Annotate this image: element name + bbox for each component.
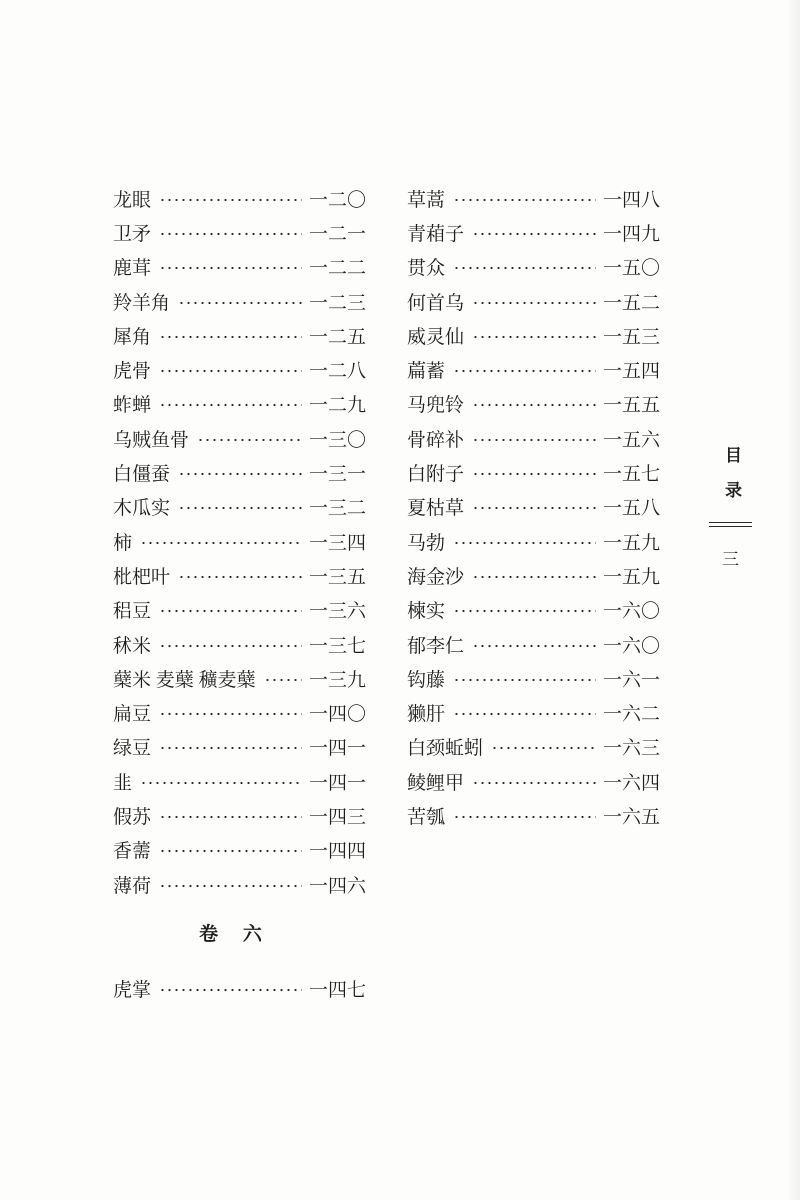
toc-entry	[407, 558, 660, 592]
toc-entry-title: 夏枯草	[407, 498, 465, 520]
dot-leader	[159, 232, 302, 236]
dot-leader	[159, 198, 302, 202]
toc-entry-page: 一三七	[308, 635, 366, 657]
dot-leader	[453, 712, 596, 716]
toc-entry-page: 一五七	[602, 464, 660, 486]
dot-leader	[453, 541, 596, 545]
toc-entry-page: 一二一	[308, 223, 366, 245]
dot-leader	[472, 472, 596, 476]
toc-entry	[407, 593, 660, 627]
toc-entry	[113, 730, 366, 764]
dot-leader	[491, 746, 596, 750]
toc-entry	[113, 352, 366, 386]
toc-entry-title: 钩藤	[407, 669, 446, 691]
toc-entry	[407, 215, 660, 249]
toc-entry-page: 一四〇	[308, 704, 366, 726]
toc-entry	[407, 661, 660, 695]
dot-leader	[178, 506, 302, 510]
toc-entry-title: 骨碎补	[407, 429, 465, 451]
toc-entry-title: 薄荷	[113, 875, 152, 897]
toc-entry-title: 扁豆	[113, 704, 152, 726]
toc-entry-page: 一五四	[602, 361, 660, 383]
toc-entry-page: 一五〇	[602, 258, 660, 280]
toc-entry	[113, 284, 366, 318]
toc-entry	[113, 490, 366, 524]
toc-entry-title: 韭	[113, 772, 133, 794]
toc-entry-page: 一三四	[308, 532, 366, 554]
toc-entry-title: 威灵仙	[407, 326, 465, 348]
toc-entry-page: 一五八	[602, 498, 660, 520]
dot-leader	[159, 403, 302, 407]
dot-leader	[453, 815, 596, 819]
dot-leader	[159, 335, 302, 339]
toc-entry-title: 蘖米 麦蘖 穬麦蘖	[113, 669, 256, 691]
toc-entry	[407, 284, 660, 318]
toc-entry-title: 虎掌	[113, 979, 152, 1001]
dot-leader	[159, 369, 302, 373]
toc-entry-page: 一五九	[602, 532, 660, 554]
toc-entry-title: 草蒿	[407, 189, 446, 211]
toc-entry-title: 海金沙	[407, 566, 465, 588]
dot-leader	[472, 644, 596, 648]
toc-entry-page: 一二三	[308, 292, 366, 314]
toc-entry-page: 一五五	[602, 395, 660, 417]
toc-entry-title: 白僵蚕	[113, 464, 171, 486]
toc-entry-title: 犀角	[113, 326, 152, 348]
toc-entry	[407, 387, 660, 421]
double-rule-divider	[709, 522, 752, 527]
toc-entry-page: 一四六	[308, 875, 366, 897]
toc-entry-page: 一五二	[602, 292, 660, 314]
toc-entry-title: 楝实	[407, 601, 446, 623]
toc-left-column-after-heading	[113, 971, 366, 1005]
toc-entry-title: 獭肝	[407, 704, 446, 726]
toc-entry-page: 一三五	[308, 566, 366, 588]
dot-leader	[159, 849, 302, 853]
toc-entry	[113, 661, 366, 695]
toc-entry-title: 秫米	[113, 635, 152, 657]
toc-entry	[407, 764, 660, 798]
toc-entry-title: 鲮鲤甲	[407, 772, 465, 794]
toc-entry-title: 白附子	[407, 464, 465, 486]
toc-left-column	[113, 181, 366, 901]
toc-entry-title: 何首乌	[407, 292, 465, 314]
toc-entry-title: 贯众	[407, 258, 446, 280]
toc-entry-page: 一二五	[308, 326, 366, 348]
dot-leader	[472, 403, 596, 407]
toc-entry-title: 绿豆	[113, 738, 152, 760]
dot-leader	[472, 232, 596, 236]
toc-entry-page: 一二二	[308, 258, 366, 280]
dot-leader	[472, 575, 596, 579]
toc-entry	[113, 764, 366, 798]
toc-entry	[113, 833, 366, 867]
dot-leader	[472, 781, 596, 785]
dot-leader	[197, 438, 302, 442]
dot-leader	[159, 609, 302, 613]
toc-entry	[113, 421, 366, 455]
toc-entry-title: 马兜铃	[407, 395, 465, 417]
dot-leader	[472, 335, 596, 339]
dot-leader	[159, 815, 302, 819]
dot-leader	[140, 541, 302, 545]
toc-entry	[113, 558, 366, 592]
toc-entry-page: 一四三	[308, 806, 366, 828]
toc-entry	[407, 798, 660, 832]
dot-leader	[178, 301, 302, 305]
toc-entry	[113, 798, 366, 832]
toc-entry	[407, 181, 660, 215]
toc-entry-page: 一六一	[602, 669, 660, 691]
toc-entry	[407, 627, 660, 661]
toc-entry	[407, 455, 660, 489]
toc-entry-page: 一三九	[308, 669, 366, 691]
toc-entry-page: 一二〇	[308, 189, 366, 211]
toc-entry	[113, 971, 366, 1005]
toc-entry-title: 白颈蚯蚓	[407, 738, 484, 760]
toc-entry	[113, 387, 366, 421]
section-label-vertical: 目录	[722, 446, 741, 516]
toc-entry-title: 假苏	[113, 806, 152, 828]
toc-entry	[407, 421, 660, 455]
toc-entry-title: 龙眼	[113, 189, 152, 211]
toc-entry-title: 稆豆	[113, 601, 152, 623]
toc-entry-title: 枇杷叶	[113, 566, 171, 588]
toc-entry-page: 一四九	[602, 223, 660, 245]
dot-leader	[264, 678, 302, 682]
toc-entry-page: 一三二	[308, 498, 366, 520]
toc-entry-page: 一六〇	[602, 635, 660, 657]
toc-entry-title: 香薷	[113, 841, 152, 863]
toc-entry	[407, 318, 660, 352]
dot-leader	[140, 781, 302, 785]
toc-entry-title: 乌贼鱼骨	[113, 429, 190, 451]
toc-entry	[113, 593, 366, 627]
toc-right-column	[407, 181, 660, 833]
toc-entry-page: 一四四	[308, 841, 366, 863]
toc-entry	[407, 352, 660, 386]
dot-leader	[453, 678, 596, 682]
toc-entry	[113, 455, 366, 489]
toc-entry-page: 一三六	[308, 601, 366, 623]
toc-entry	[407, 695, 660, 729]
toc-entry	[113, 627, 366, 661]
dot-leader	[159, 884, 302, 888]
toc-entry	[113, 524, 366, 558]
toc-entry-page: 一六二	[602, 704, 660, 726]
toc-entry-page: 一三一	[308, 464, 366, 486]
toc-entry	[113, 867, 366, 901]
toc-entry	[113, 318, 366, 352]
toc-entry-page: 一二九	[308, 395, 366, 417]
toc-entry-page: 一四八	[602, 189, 660, 211]
toc-entry-title: 卫矛	[113, 223, 152, 245]
toc-entry-page: 一六四	[602, 772, 660, 794]
toc-entry	[113, 215, 366, 249]
toc-entry-page: 一五九	[602, 566, 660, 588]
toc-entry-title: 鹿茸	[113, 258, 152, 280]
dot-leader	[159, 266, 302, 270]
toc-entry-page: 一六三	[602, 738, 660, 760]
toc-entry-title: 柿	[113, 532, 133, 554]
toc-entry-title: 木瓜实	[113, 498, 171, 520]
toc-entry	[113, 695, 366, 729]
toc-entry-page: 一四一	[308, 772, 366, 794]
toc-entry	[407, 250, 660, 284]
toc-entry-page: 一五六	[602, 429, 660, 451]
dot-leader	[159, 746, 302, 750]
dot-leader	[453, 198, 596, 202]
toc-entry-page: 一五三	[602, 326, 660, 348]
dot-leader	[159, 988, 302, 992]
dot-leader	[159, 644, 302, 648]
toc-entry-title: 羚羊角	[113, 292, 171, 314]
dot-leader	[472, 301, 596, 305]
toc-entry-page: 一三〇	[308, 429, 366, 451]
toc-entry	[407, 490, 660, 524]
toc-entry	[113, 250, 366, 284]
toc-entry-title: 马勃	[407, 532, 446, 554]
toc-entry-page: 一四一	[308, 738, 366, 760]
dot-leader	[178, 472, 302, 476]
toc-entry-page: 一四七	[308, 979, 366, 1001]
volume-heading: 卷 六	[199, 924, 272, 945]
toc-entry-page: 一六〇	[602, 601, 660, 623]
toc-entry-title: 萹蓄	[407, 361, 446, 383]
toc-entry	[407, 524, 660, 558]
dot-leader	[453, 609, 596, 613]
toc-entry-title: 青葙子	[407, 223, 465, 245]
toc-entry-page: 一六五	[602, 806, 660, 828]
page-number: 三	[722, 550, 739, 569]
toc-entry-page: 一二八	[308, 361, 366, 383]
toc-entry-title: 郁李仁	[407, 635, 465, 657]
toc-entry-title: 虎骨	[113, 361, 152, 383]
toc-entry	[407, 730, 660, 764]
dot-leader	[453, 266, 596, 270]
dot-leader	[472, 438, 596, 442]
dot-leader	[453, 369, 596, 373]
dot-leader	[178, 575, 302, 579]
dot-leader	[472, 506, 596, 510]
dot-leader	[159, 712, 302, 716]
toc-entry	[113, 181, 366, 215]
toc-entry-title: 蚱蝉	[113, 395, 152, 417]
toc-entry-title: 苦瓠	[407, 806, 446, 828]
